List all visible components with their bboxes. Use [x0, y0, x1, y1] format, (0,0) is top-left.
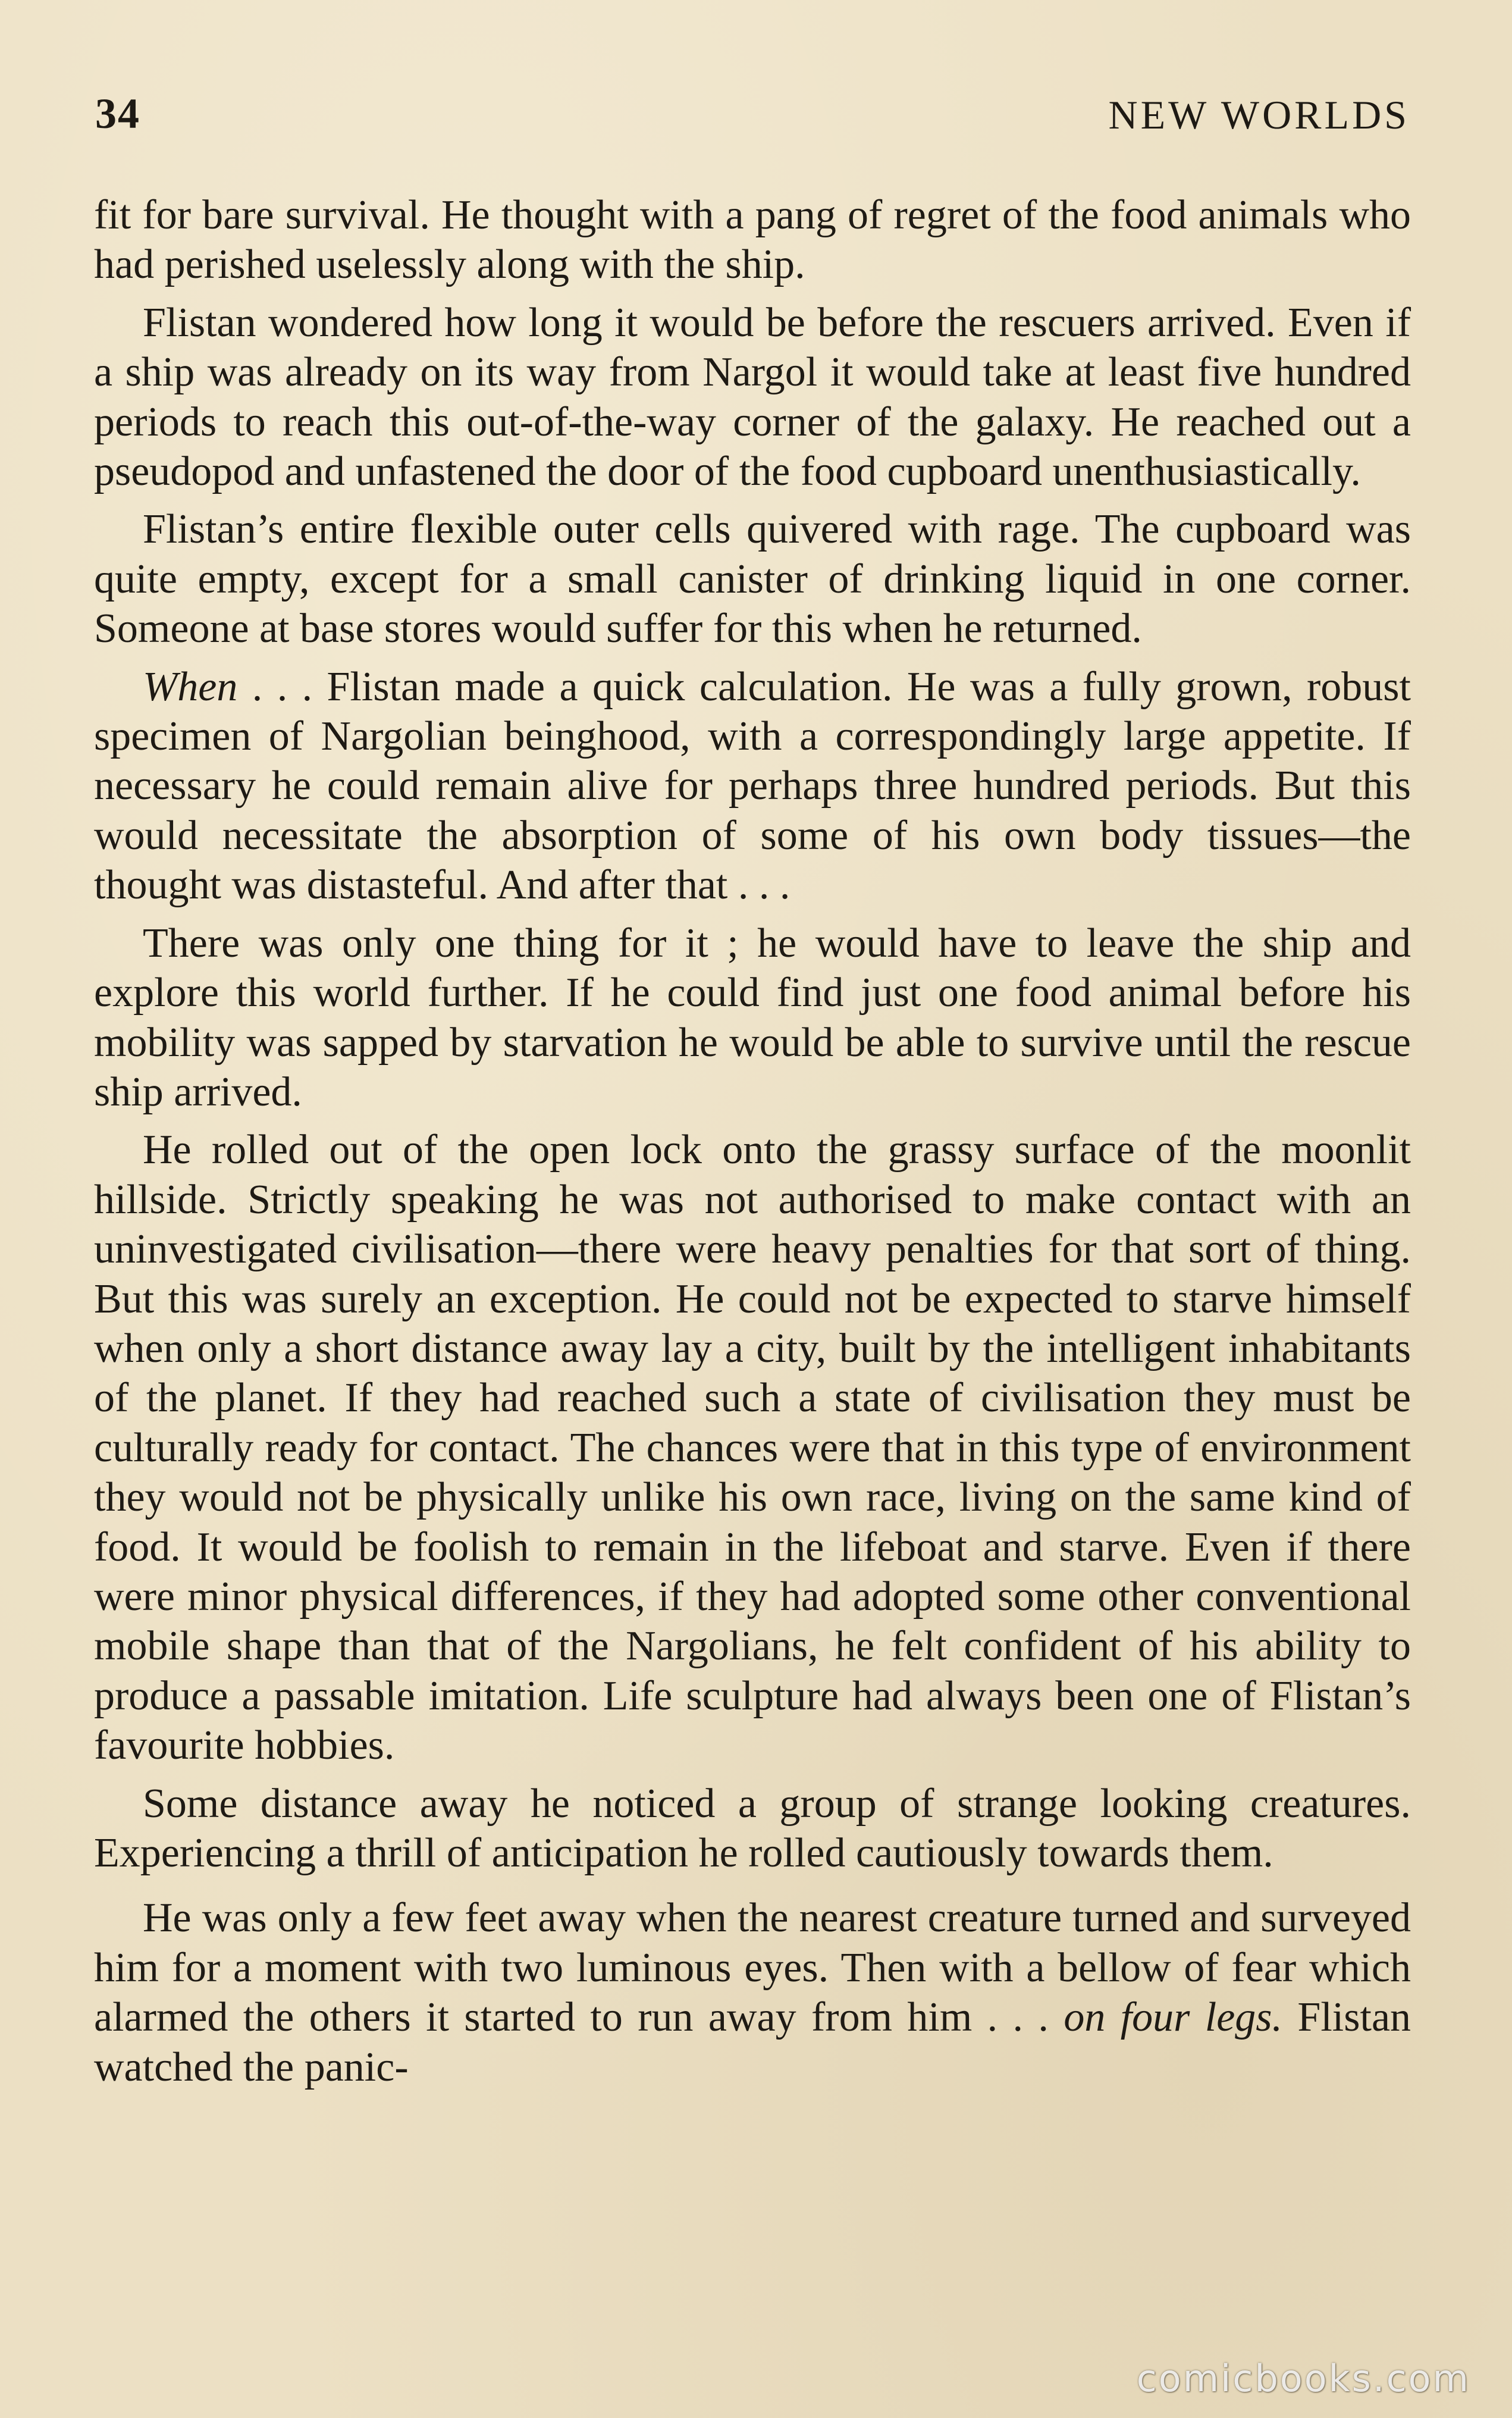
- paragraph-3: Flistan’s entire flexible outer cells quivered with rage. The cupboard was quite empty, except for a small canister of drinking liquid in one corner. Someone at base stores would suffer for this when he returned.: [94, 506, 1411, 652]
- paragraph-7: Some distance away he noticed a group of strange looking creatures. Experiencing a thrill of anticipation he rolled cautiously towards them.: [94, 1780, 1411, 1876]
- paragraph-2: Flistan wondered how long it would be before the rescuers arrived. Even if a ship was already on its way from Nargol it would take at least five hundred periods to reach this out-of-the-way corner of the galaxy. He reached out a pseudopod and unfastened the door of the food cupboard unenthusiastically.: [94, 299, 1411, 495]
- paragraph-8-text-after: Flistan watched the panic-: [94, 1994, 1411, 2090]
- running-head: NEW WORLDS: [1108, 92, 1410, 137]
- watermark: comicbooks.com: [1136, 2357, 1470, 2400]
- page-number: 34: [95, 90, 140, 137]
- italic-lead: When: [143, 663, 238, 710]
- paragraph-8: [94, 1893, 1411, 2092]
- paragraph-4: [94, 662, 1411, 910]
- italic-phrase: on four legs.: [1064, 1994, 1283, 2041]
- paragraph-8-text-before: He was only a few feet away when the nearest creature turned and surveyed him for a moment with two luminous eyes. Then with a bellow of fear which alarmed the others it started to run away from him . . .: [94, 1895, 1411, 2041]
- page-header: [95, 89, 1410, 161]
- paragraph-6: He rolled out of the open lock onto the grassy surface of the moonlit hillside. Strictly speaking he was not authorised to make contact with an uninvestigated civilisation—there were heavy penalties for that sort of thing. But this was surely an exception. He could not be expected to starve himself when only a short distance away lay a city, built by the intelligent inhabitants of the planet. If they had reached such a state of civilisation they must be culturally ready for contact. The chances were that in this type of environment they would not be physically unlike his own race, living on the same kind of food. It would be foolish to remain in the lifeboat and starve. Even if there were minor physical differences, if they had adopted some other conventional mobile shape than that of the Nargolians, he felt confident of his ability to produce a passable imitation. Life sculpture had always been one of Flistan’s favourite hobbies.: [94, 1127, 1411, 1769]
- story-text: [94, 190, 1411, 2092]
- paragraph-5: There was only one thing for it ; he would have to leave the ship and explore this world further. If he could find just one food animal before his mobility was sapped by starvation he would be able to survive until the rescue ship arrived.: [94, 920, 1411, 1115]
- paragraph-1: fit for bare survival. He thought with a pang of regret of the food animals who had perished uselessly along with the ship.: [94, 192, 1411, 288]
- paragraph-4-text: . . . Flistan made a quick calculation. He was a fully grown, robust specimen of Nargolian beinghood, with a correspondingly large appetite. If necessary he could remain alive for perhaps three hundred periods. But this would necessitate the absorption of some of his own body tissues—the thought was distasteful. And after that . . .: [94, 663, 1411, 909]
